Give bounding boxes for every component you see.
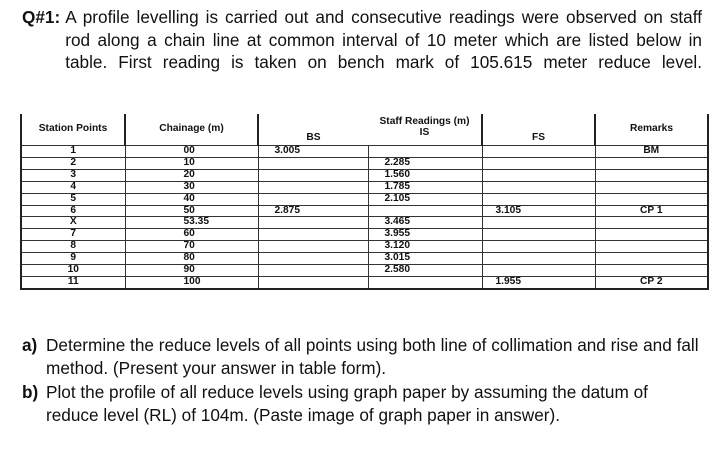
cell-fs: 1.955 bbox=[482, 276, 595, 288]
cell-remarks: BM bbox=[595, 146, 708, 158]
cell-fs bbox=[482, 253, 595, 265]
header-staff-title: Staff Readings (m) bbox=[379, 116, 470, 127]
table-header-row bbox=[21, 114, 708, 146]
cell-fs bbox=[482, 146, 595, 158]
table-body bbox=[21, 146, 708, 289]
cell-station: 4 bbox=[21, 181, 125, 193]
header-bs-label: BS bbox=[306, 132, 321, 144]
header-station bbox=[21, 114, 125, 146]
table-row bbox=[21, 169, 708, 181]
cell-station: X bbox=[21, 217, 125, 229]
cell-bs bbox=[258, 217, 368, 229]
header-station-label: Station Points bbox=[38, 123, 108, 135]
cell-is: 1.560 bbox=[368, 169, 482, 181]
cell-bs bbox=[258, 157, 368, 169]
cell-chainage: 20 bbox=[125, 169, 258, 181]
question-text: A profile levelling is carried out and consecutive readings were observed on staff rod along a chain line at common interval of 10 meter which are listed below in table. First reading is taken on bench mark of 105.615 meter reduce level. bbox=[65, 7, 702, 72]
cell-bs: 3.005 bbox=[258, 146, 368, 158]
cell-fs bbox=[482, 217, 595, 229]
table-row bbox=[21, 193, 708, 205]
cell-chainage: 53.35 bbox=[125, 217, 258, 229]
cell-fs bbox=[482, 229, 595, 241]
readings-table bbox=[20, 114, 709, 290]
table-row bbox=[21, 241, 708, 253]
cell-remarks bbox=[595, 157, 708, 169]
part-b-text: Plot the profile of all reduce levels using graph paper by assuming the datum of reduce level (RL) of 104m. (Paste image of graph paper in answer). bbox=[46, 382, 648, 425]
cell-bs bbox=[258, 193, 368, 205]
cell-chainage: 00 bbox=[125, 146, 258, 158]
table-row bbox=[21, 146, 708, 158]
cell-bs bbox=[258, 181, 368, 193]
cell-bs: 2.875 bbox=[258, 205, 368, 217]
cell-station: 6 bbox=[21, 205, 125, 217]
cell-remarks bbox=[595, 217, 708, 229]
cell-chainage: 60 bbox=[125, 229, 258, 241]
cell-remarks bbox=[595, 193, 708, 205]
table-row bbox=[21, 181, 708, 193]
cell-fs bbox=[482, 157, 595, 169]
cell-station: 3 bbox=[21, 169, 125, 181]
cell-remarks: CP 2 bbox=[595, 276, 708, 288]
cell-is bbox=[368, 276, 482, 288]
header-staff-group bbox=[368, 114, 482, 146]
cell-fs bbox=[482, 181, 595, 193]
header-remarks-label: Remarks bbox=[629, 123, 674, 135]
table-row bbox=[21, 265, 708, 277]
cell-station: 1 bbox=[21, 146, 125, 158]
cell-remarks bbox=[595, 265, 708, 277]
cell-is: 3.015 bbox=[368, 253, 482, 265]
cell-bs bbox=[258, 265, 368, 277]
table-row bbox=[21, 276, 708, 288]
cell-chainage: 50 bbox=[125, 205, 258, 217]
table-row bbox=[21, 157, 708, 169]
cell-fs bbox=[482, 241, 595, 253]
cell-remarks bbox=[595, 229, 708, 241]
cell-station: 7 bbox=[21, 229, 125, 241]
cell-chainage: 30 bbox=[125, 181, 258, 193]
cell-bs bbox=[258, 169, 368, 181]
cell-fs bbox=[482, 169, 595, 181]
cell-chainage: 40 bbox=[125, 193, 258, 205]
header-chainage-label: Chainage (m) bbox=[159, 123, 224, 135]
cell-is: 1.785 bbox=[368, 181, 482, 193]
cell-chainage: 70 bbox=[125, 241, 258, 253]
header-fs bbox=[482, 114, 595, 146]
cell-chainage: 80 bbox=[125, 253, 258, 265]
cell-remarks bbox=[595, 181, 708, 193]
cell-station: 10 bbox=[21, 265, 125, 277]
parts-block bbox=[22, 334, 704, 428]
question-block bbox=[22, 6, 702, 96]
cell-remarks bbox=[595, 253, 708, 265]
cell-remarks bbox=[595, 241, 708, 253]
cell-fs: 3.105 bbox=[482, 205, 595, 217]
cell-bs bbox=[258, 241, 368, 253]
table-row bbox=[21, 229, 708, 241]
cell-is: 2.580 bbox=[368, 265, 482, 277]
cell-fs bbox=[482, 265, 595, 277]
cell-chainage: 100 bbox=[125, 276, 258, 288]
cell-bs bbox=[258, 253, 368, 265]
header-chainage bbox=[125, 114, 258, 146]
table-row bbox=[21, 217, 708, 229]
header-fs-label: FS bbox=[531, 132, 546, 144]
part-b-label: b) bbox=[22, 382, 39, 402]
cell-bs bbox=[258, 276, 368, 288]
header-bs bbox=[258, 114, 368, 146]
part-a-text: Determine the reduce levels of all points using both line of collimation and rise and fall method. (Present your answer in table form). bbox=[46, 335, 699, 378]
part-b bbox=[22, 381, 704, 426]
cell-bs bbox=[258, 229, 368, 241]
cell-is: 3.120 bbox=[368, 241, 482, 253]
cell-is: 3.955 bbox=[368, 229, 482, 241]
table-row bbox=[21, 205, 708, 217]
cell-station: 5 bbox=[21, 193, 125, 205]
cell-station: 9 bbox=[21, 253, 125, 265]
cell-is bbox=[368, 146, 482, 158]
cell-remarks bbox=[595, 169, 708, 181]
cell-chainage: 10 bbox=[125, 157, 258, 169]
cell-is bbox=[368, 205, 482, 217]
cell-chainage: 90 bbox=[125, 265, 258, 277]
cell-is: 3.465 bbox=[368, 217, 482, 229]
cell-station: 8 bbox=[21, 241, 125, 253]
table-row bbox=[21, 253, 708, 265]
cell-remarks: CP 1 bbox=[595, 205, 708, 217]
cell-is: 2.105 bbox=[368, 193, 482, 205]
cell-is: 2.285 bbox=[368, 157, 482, 169]
part-a-label: a) bbox=[22, 335, 38, 355]
cell-station: 2 bbox=[21, 157, 125, 169]
header-remarks bbox=[595, 114, 708, 146]
header-is: IS bbox=[419, 126, 430, 138]
question-label: Q#1: bbox=[22, 7, 61, 27]
part-a bbox=[22, 334, 704, 379]
cell-station: 11 bbox=[21, 276, 125, 288]
cell-fs bbox=[482, 193, 595, 205]
